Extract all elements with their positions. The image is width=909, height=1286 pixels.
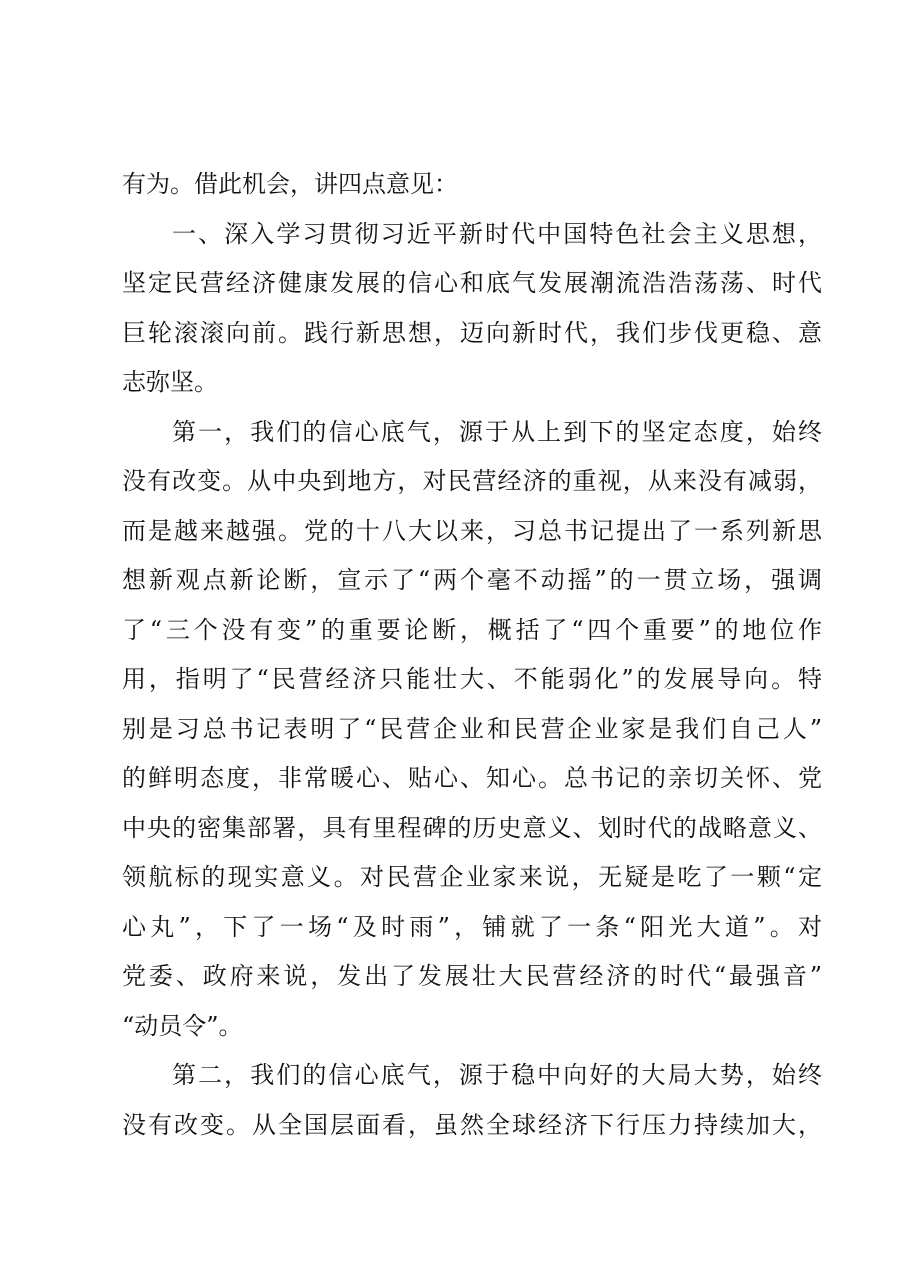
- text-line: 心丸”，下了一场“及时雨”，铺就了一条“阳光大道”。对: [122, 913, 822, 941]
- text-line: 领航标的现实意义。对民营企业家来说，无疑是吃了一颗“定: [122, 863, 822, 891]
- text-line: 了“三个没有变”的重要论断，概括了“四个重要”的地位作: [122, 616, 822, 644]
- text-line: 的鲜明态度，非常暖心、贴心、知心。总书记的亲切关怀、党: [122, 764, 822, 792]
- text-line: 党委、政府来说，发出了发展壮大民营经济的时代“最强音”: [122, 962, 822, 990]
- text-line: 而是越来越强。党的十八大以来，习总书记提出了一系列新思: [122, 517, 822, 545]
- text-line: 别是习总书记表明了“民营企业和民营企业家是我们自己人”: [122, 715, 822, 743]
- text-line: 坚定民营经济健康发展的信心和底气发展潮流浩浩荡荡、时代: [122, 269, 822, 297]
- text-line: 巨轮滚滚向前。践行新思想，迈向新时代，我们步伐更稳、意: [122, 319, 822, 347]
- text-line: 用，指明了“民营经济只能壮大、不能弱化”的发展导向。特: [122, 665, 822, 693]
- text-line: 有为。借此机会，讲四点意见：: [122, 170, 458, 198]
- text-line: 想新观点新论断，宣示了“两个毫不动摇”的一贯立场，强调: [122, 566, 822, 594]
- section-heading-line: 一、深入学习贯彻习近平新时代中国特色社会主义思想，: [172, 220, 822, 248]
- text-line: 志弥坚。: [122, 368, 218, 396]
- text-line: 没有改变。从中央到地方，对民营经济的重视，从来没有减弱，: [122, 467, 822, 495]
- text-line: “动员令”。: [122, 1012, 243, 1040]
- text-line: 没有改变。从全国层面看，虽然全球经济下行压力持续加大，: [122, 1111, 822, 1139]
- text-line: 中央的密集部署，具有里程碑的历史意义、划时代的战略意义、: [122, 814, 822, 842]
- paragraph-first-line: 第一，我们的信心底气，源于从上到下的坚定态度，始终: [172, 418, 822, 446]
- paragraph-first-line: 第二，我们的信心底气，源于稳中向好的大局大势，始终: [172, 1061, 822, 1089]
